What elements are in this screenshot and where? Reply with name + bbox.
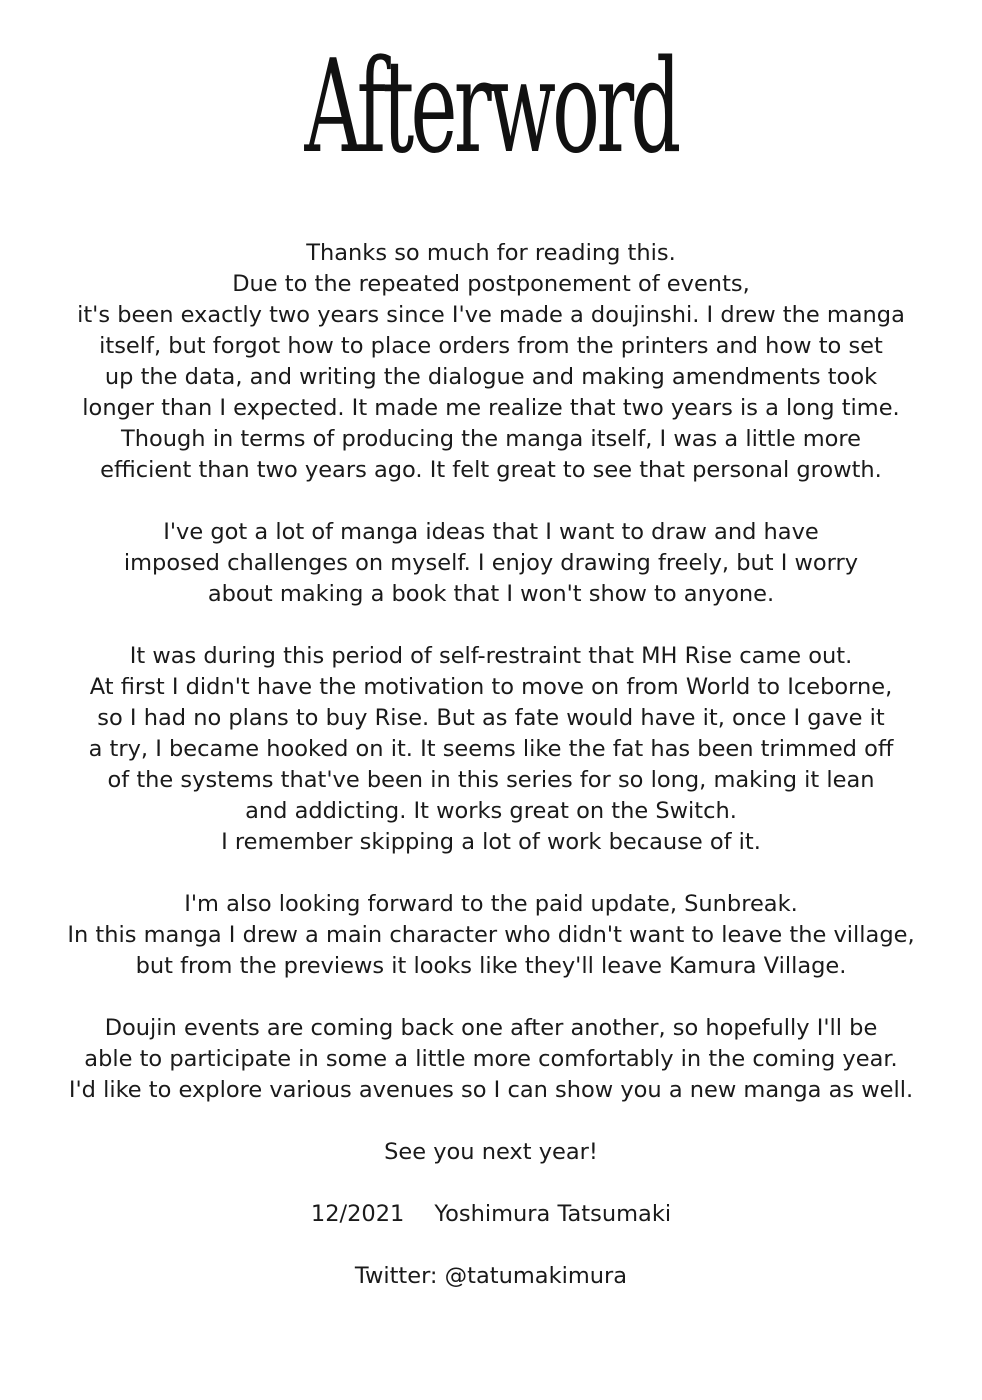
page-title: Afterword [304,33,678,182]
text-line: but from the previews it looks like they'll leave Kamura Village. [135,953,847,979]
paragraph-5 [0,1013,982,1106]
text-line: Thanks so much for reading this. [306,240,676,266]
paragraph-1 [0,238,982,486]
text-line: imposed challenges on myself. I enjoy drawing freely, but I worry [123,550,859,576]
text-line: I'm also looking forward to the paid update, Sunbreak. [184,891,798,917]
text-line: Though in terms of producing the manga itself, I was a little more [120,426,862,452]
text-line: At first I didn't have the motivation to move on from World to Iceborne, [89,674,893,700]
paragraph-2 [0,517,982,610]
text-line: In this manga I drew a main character who didn't want to leave the village, [67,922,915,948]
signature [0,1199,982,1230]
text-line: up the data, and writing the dialogue and making amendments took [104,364,878,390]
text-line: I'd like to explore various avenues so I can show you a new manga as well. [68,1077,914,1103]
text-line: I've got a lot of manga ideas that I want to draw and have [163,519,819,545]
paragraph-4 [0,889,982,982]
paragraph-3 [0,641,982,858]
twitter-handle [0,1261,982,1292]
text-line: so I had no plans to buy Rise. But as fate would have it, once I gave it [97,705,885,731]
text-line: longer than I expected. It made me realize that two years is a long time. [82,395,900,421]
text-line: of the systems that've been in this series for so long, making it lean [107,767,875,793]
signature-author: Yoshimura Tatsumaki [434,1201,672,1227]
twitter-text: Twitter: @tatumakimura [354,1263,628,1289]
text-line: Due to the repeated postponement of events, [232,271,750,297]
text-line: and addicting. It works great on the Switch. [245,798,737,824]
text-line: it's been exactly two years since I've made a doujinshi. I drew the manga [77,302,905,328]
text-line: efficient than two years ago. It felt great to see that personal growth. [100,457,882,483]
text-line: See you next year! [384,1139,598,1165]
signature-line [0,1199,982,1230]
text-line: a try, I became hooked on it. It seems like the fat has been trimmed off [88,736,894,762]
text-line: able to participate in some a little more comfortably in the coming year. [84,1046,898,1072]
text-line: Doujin events are coming back one after another, so hopefully I'll be [104,1015,878,1041]
afterword-body [0,238,982,1323]
text-line: itself, but forgot how to place orders from the printers and how to set [99,333,883,359]
text-line: about making a book that I won't show to anyone. [207,581,775,607]
signature-date: 12/2021 [310,1201,405,1227]
closing-line [0,1137,982,1168]
text-line: It was during this period of self-restraint that MH Rise came out. [129,643,853,669]
text-line: I remember skipping a lot of work because of it. [221,829,761,855]
